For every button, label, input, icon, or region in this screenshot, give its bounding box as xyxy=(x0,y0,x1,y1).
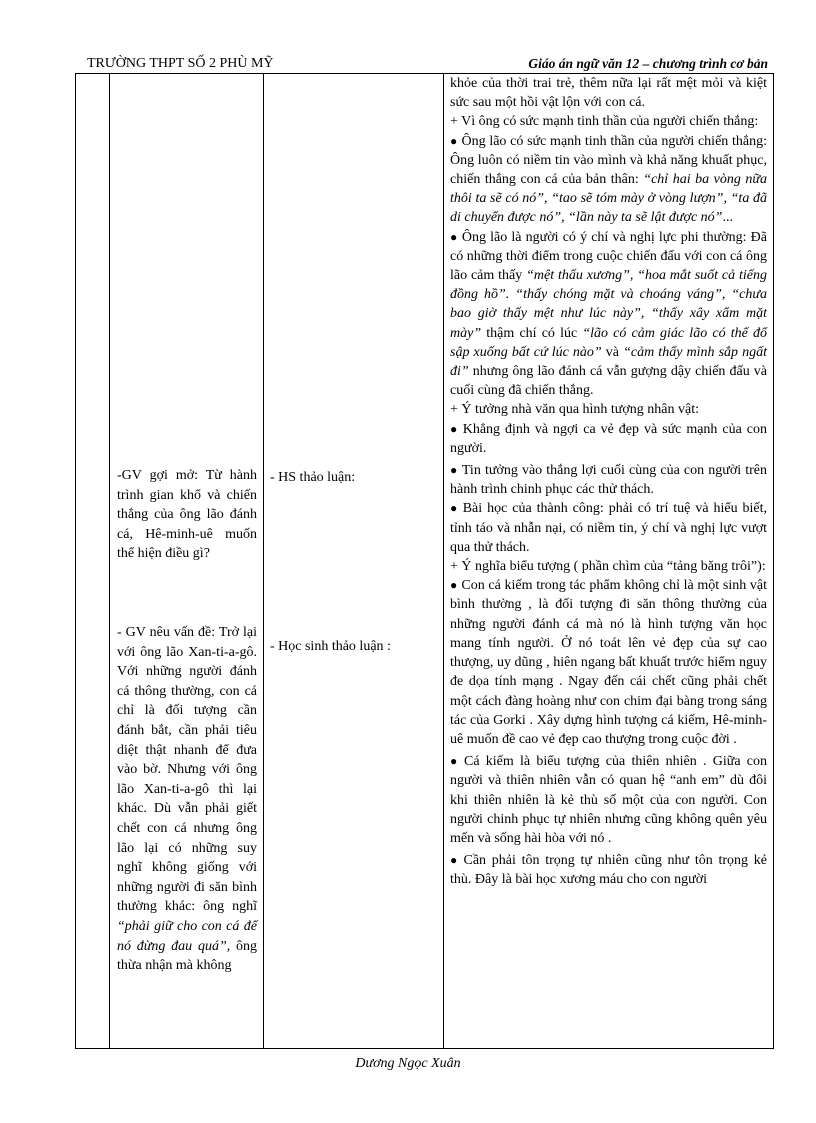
index-column xyxy=(76,74,110,1049)
bullet-icon: ● xyxy=(450,133,458,148)
bullet-icon: ● xyxy=(450,853,460,868)
bullet-icon: ● xyxy=(450,421,459,436)
document-title: Giáo án ngữ văn 12 – chương trình cơ bản xyxy=(528,56,768,71)
teacher-question-1: -GV gợi mở: Từ hành trình gian khổ và chiến thắng của ông lão đánh cá, Hê-minh-uê muốn thể hiện điều gì? xyxy=(117,468,257,562)
bullet-icon: ● xyxy=(450,578,458,593)
teacher-quote: “phải giữ cho con cá để nó đừng đau quá” xyxy=(117,918,257,954)
bullet-icon: ● xyxy=(450,754,460,769)
content-heading: + Vì ông có sức mạnh tinh thần của người chiến thắng: xyxy=(450,114,759,130)
page-footer-author: Dương Ngọc Xuân xyxy=(355,1056,461,1071)
bullet-icon: ● xyxy=(450,501,459,516)
student-activity-2: - Học sinh thảo luận : xyxy=(270,639,391,654)
lesson-table xyxy=(75,73,774,1049)
content-bullet-item: ● Tin tưởng vào thắng lợi cuối cùng của con người trên hành trình chinh phục các thử thách. xyxy=(450,463,768,498)
student-column xyxy=(264,74,444,1049)
student-activity-1: - HS thảo luận: xyxy=(270,470,356,485)
content-bullet-item: ● Bài học của thành công: phải có trí tuệ và hiểu biết, tỉnh táo và nhẫn nại, có niềm tin, ý chí và nghị lực vượt qua thử thách. xyxy=(450,501,768,555)
content-bullet-item: ● Ông lão là người có ý chí và nghị lực phi thường: Đã có những thời điểm trong cuộc chiến đấu với con cá ông lão cảm thấy “mệt thấu xương”, “hoa mắt suốt cả tiếng đồng hồ”. “thấy chóng mặt và choáng váng”, “chưa bao giờ thấy mệt như lúc này”, “thấy xây xẩm mặt mày” thậm chí có lúc “lão có cảm giác lão có thể đổ sập xuống bất cứ lúc nào” và “cảm thấy mình sắp ngất đi” nhưng ông lão đánh cá vẫn gượng dậy chiến đấu và cuối cùng đã chiến thắng. xyxy=(450,229,768,399)
bullet-icon: ● xyxy=(450,463,458,478)
content-bullet-item: ● Cần phải tôn trọng tự nhiên cũng như tôn trọng kẻ thù. Đây là bài học xương máu cho con người xyxy=(450,853,768,888)
bullet-icon: ● xyxy=(450,229,458,244)
content-heading: + Ý nghĩa biểu tượng ( phần chìm của “tảng băng trôi”): xyxy=(450,559,766,575)
content-paragraph: khỏe của thời trai trẻ, thêm nữa lại rất mệt mỏi và kiệt sức sau một hồi vật lộn với con cá. xyxy=(450,76,767,111)
teacher-question-2: - GV nêu vấn đề: Trở lại với ông lão Xan-ti-a-gô. Với những người đánh cá thông thường, con cá chỉ là đối tượng cần đánh bắt, cần phải tiêu diệt thật nhanh để đưa vào bờ. Nhưng với ông lão Xan-ti-a-gô thì lại khác. Dù vẫn phải giết chết con cá nhưng ông lão lại có những suy nghĩ không giống với những người đi săn bình thường khác: ông nghĩ “phải giữ cho con cá để nó đừng đau quá”, ông thừa nhận mà không xyxy=(117,625,258,974)
content-bullet-item: ● Con cá kiếm trong tác phẩm không chỉ là một sinh vật bình thường , là đối tượng đi săn thông thường của những người đánh cá mà nó là hình tượng văn học mang tính người. Ở nó toát lên vẻ đẹp của sự cao thượng, uy dũng , hiên ngang bất khuất trước hiểm nguy đe dọa tính mạng . Ngay đến cái chết cũng phải chết một cách đàng hoàng như con chim đại bàng trong sáng tác của Gorki . Xây dựng hình tượng cá kiếm, Hê-minh- uê muốn đề cao vẻ đẹp cao thượng trong cuộc đời . xyxy=(450,578,767,747)
content-bullet-item: ● Khẳng định và ngợi ca vẻ đẹp và sức mạnh của con người. xyxy=(450,421,767,456)
content-column xyxy=(444,74,774,1049)
content-bullet-item: ● Cá kiếm là biểu tượng của thiên nhiên . Giữa con người và thiên nhiên vẫn có quan hệ “anh em” dù đôi khi thiên nhiên là kẻ thù số một của con người. Con người chinh phục tự nhiên nhưng cũng không quên yêu mến và sống hài hòa với nó . xyxy=(450,754,767,846)
teacher-column xyxy=(110,74,264,1049)
page-header xyxy=(75,52,768,73)
school-name: TRƯỜNG THPT SỐ 2 PHÙ MỸ xyxy=(87,56,274,71)
content-heading: + Ý tưởng nhà văn qua hình tượng nhân vật: xyxy=(450,402,700,418)
content-bullet-item: ● Ông lão có sức mạnh tinh thần của người chiến thắng: Ông luôn có niềm tin vào mình và khả năng khuất phục, chiến thắng con cá của bản thân: “chỉ hai ba vòng nữa thôi ta sẽ có nó”, “tao sẽ tóm mày ở vòng lượn”, “ta đã di chuyển được nó”, “lần này ta sẽ lật được nó”... xyxy=(450,133,767,226)
